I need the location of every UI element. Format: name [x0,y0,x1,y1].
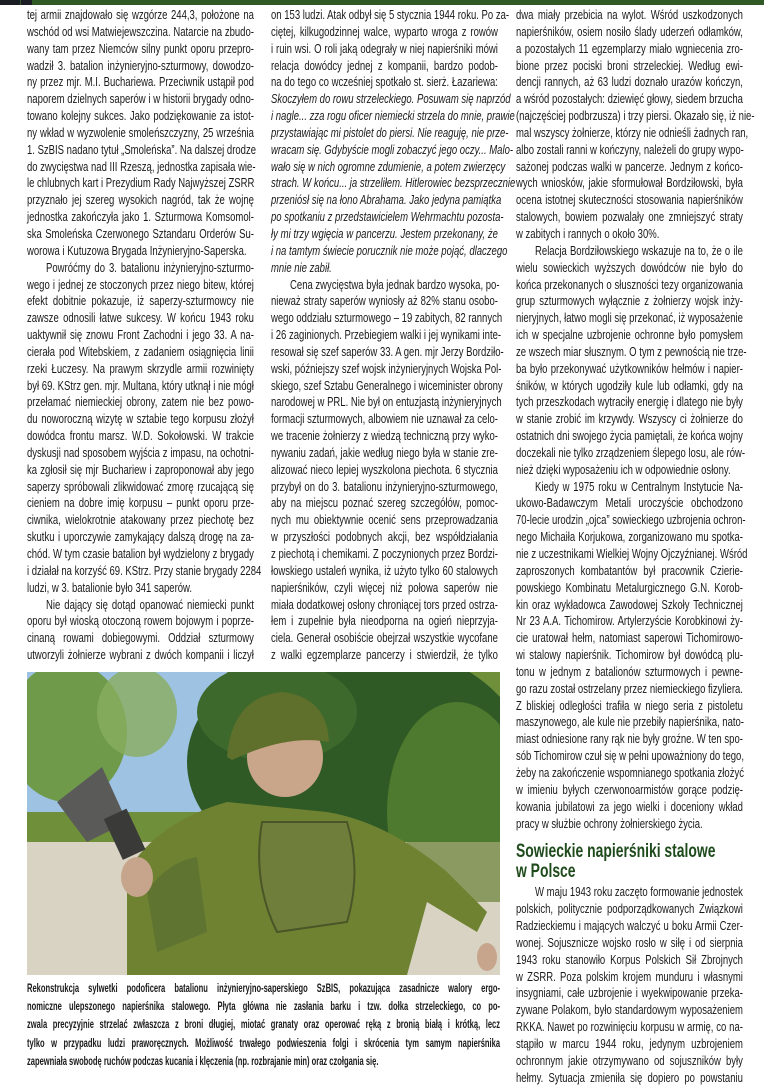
text-line: alizować nieco lepiej wyszkolona piechota. 6 stycznia [271,461,498,477]
text-line: efekt dobitnie pokazuje, iż saperzy-szturmowcy nie [27,293,254,309]
text-line: maszynowego, ale kule nie przebiły napierśnika, nato- [516,714,744,730]
text-line: wschód od wsi Matwiejewszczina. Natarcie na zbudo- [27,23,254,39]
quote-line: mnie nie zabił. [271,259,332,275]
text-line: ukowo-Badawczym Metali uroczyście obchodzono [516,495,743,511]
text-line: przełamać niemieckiej obrony, zatem nie bez powo- [27,394,254,410]
text-line: Nie dający się dotąd opanować niemiecki punkt [46,596,254,612]
text-line: ze wszech miar słusznym. O tym z pewnością nie trze- [516,343,747,359]
text-line: worowa i Kutuzowa Brygada Inżynieryjno-Saperska. [27,242,247,258]
soldier-photo-illustration [27,672,500,975]
text-line: do zwycięstwa nad III Rzeszą, jednostka zapisała wie- [27,158,256,174]
text-line: wany tam przez Niemców silny punkt oporu przepro- [27,40,254,56]
text-line: cie uratował hełm, natomiast saperowi Tichomirowo- [516,630,743,646]
text-line: stalowych, bowiem pozwalały one zmniejszyć straty [516,209,743,225]
quote-line: wracam się. Gdybyście mogli zobaczyć jego oczy... Malo- [271,141,514,157]
text-line: towano kolejny sukces. Jako podziękowanie za istot- [27,108,254,124]
text-line: we tracenie żołnierzy z wiedzą techniczną przy wyko- [271,428,498,444]
text-line: wski, późniejszy szef wojsk inżynieryjnych Wojska Pol- [271,360,502,376]
caption-line: zwala precyzyjnie strzelać zwłaszcza z broni długiej, miotać granaty oraz operować ręką z bronią białą i krótką, lecz [27,1019,501,1032]
text-line: bione przez pociski broni strzeleckiej. Według ewi- [516,57,743,73]
text-line: napierśników, osiem nosiło ślady uderzeń odłamków, [516,23,743,39]
text-line: z piechotą i chemikami. Z poczynionych przez Bordzi- [271,546,498,561]
quote-line: i na tamtym świecie porucznik nie może pojąć, dlaczego [271,242,508,258]
text-line: Kiedy w 1975 roku w Centralnym Instytucie Na- [535,478,743,494]
text-line: ochronnym jakie otrzymywano od sojuszników były [516,1052,743,1068]
text-line: Nr 23 A.A. Tichomirow. Artylerzyście Korobkinowi ży- [516,613,743,629]
text-line: cieniem na dobre imię korpusu – punkt oporu prze- [27,495,254,511]
caption-line: zapewniała swobodę ruchów podczas kucania i klęczenia (np. rozbrajanie min) oraz czołgania się. [27,1055,379,1068]
text-line: przyznało jej szereg wysokich nagród, tak że wojnę [27,192,254,208]
text-line: dowódca frontu marsz. W.D. Sokołowski. W trakcie [27,428,254,444]
text-line: przybył on do 3. batalionu inżynieryjno-szturmowego, [271,478,498,494]
text-line: był 69. KStrz gen. mjr. Multana, który utknął i nie mógł [27,377,254,393]
text-line: ostatnich dni swojego życia pamiętali, że końca wojny [516,428,743,444]
text-line: 70-lecie urodzin „ojca” sowieckiego uzbrojenia ochron- [516,512,746,528]
text-line: ciela. Generał osobiście obejrzał wszystkie wycofane [271,630,498,646]
text-line: w przyszłości podobnych akcji, bez współdziałania [271,529,498,545]
text-line: miała dodatkowej osłony chroniącej tors przed ostrza- [271,596,498,612]
text-line: śników, w których ugodziły kule lub odłamki, gdy na [516,377,743,393]
text-line: uaktywnił się znowu Front Zachodni i jego 33. A na- [27,327,254,343]
text-line: wonej. Sojusznicze wojsko rosło w siłę i od sierpnia [516,934,743,950]
text-line: pracy w służbie ochrony żołnierskiego życia. [516,815,703,831]
text-line: z walki egzemplarze pancerzy i stwierdził, że tylko [271,647,498,663]
text-line: ciwnika, wielokrotnie atakowany przez piechotę bez [27,512,254,528]
text-line: miast odniesione rany rąk nie były groźne. W ten spo- [516,731,743,747]
text-line: polskich, politycznie podporządkowanych Związkowi [516,901,743,917]
text-line: naporem dzielnych saperów i w historii brygady odno- [27,91,254,107]
text-line: wego i jednej ze stoczonych przez niego bitew, której [27,276,254,292]
text-line: Cena zwycięstwa była jednak bardzo wysoka, po- [290,276,500,292]
text-line: utworzyli żołnierze wybrani z dwóch kompanii i liczył [27,647,254,663]
text-line: dyskusji nad sposobem wyjścia z impasu, na ochotni- [27,444,254,460]
text-line: łowskiego ustaleń wynika, iż użyto tylko 60 stalowych [271,562,498,578]
text-line: chód. W tym czasie batalion był wydzielony z brygady [27,546,254,561]
text-line: tonu w jednym z batalionów szturmowych i pewne- [516,663,743,679]
text-line: nego Michaiła Korjukowa, zorganizowano mu spotka- [516,529,743,545]
top-bar-block [0,0,20,5]
text-line: 1943 roku stanowiło Korpus Polskich Sił Zbrojnych [516,951,743,967]
text-line: i ruin wsi. O roli jaką odegrały w niej napierśniki mówi [271,40,498,56]
text-line: w imieniu byłych czerwonoarmistów gorące podzię- [516,781,743,797]
text-line: w ZSRR. Poza polskim krojem munduru i własnymi [516,968,743,984]
text-line: wielu sowieckich wyższych dowódców nie było do [516,259,743,275]
text-line: ba było przekonywać użytkowników hełmów i napier- [516,360,743,376]
text-line: aby na miejscu poznać szereg szczegółów, pomoc- [271,495,498,511]
caption-line: nomiczne ulepszonego napierśnika stalowego. Płyta główna nie zasłania barku i tzw. dołka strzeleckiego, co po- [27,1001,501,1014]
text-line: tej armii znajdowało się wzgórze 244,3, położone na [27,7,254,22]
text-line: go razu został ostrzelany przez niemieckiego fizyliera. [516,680,743,696]
text-line: ciętej, kilkugodzinnej walce, wyparto wroga z rowów [271,23,498,39]
text-line: ny przez mjr. M.I. Buchariewa. Przeciwnik ustąpił pod [27,74,254,90]
text-line: cinaną rowami dobiegowymi. Oddział szturmowy [27,630,254,646]
text-line: (najczęściej podbrzusza) i trzy piersi. Okazało się, iż nie- [516,108,755,124]
text-line: resował się szef saperów 33. A gen. mjr Jerzy Bordziło- [271,343,504,359]
text-line: napierśników, czyli więcej niż połowa saperów nie [271,579,498,595]
text-line: hełmy. Sytuacja zmieniła się dopiero po powstaniu [516,1069,743,1085]
text-line: wi stalowy napierśnik. Tichomirow był dowódcą plu- [516,647,743,663]
quote-line: przeniósł się na łono Abrahama. Jako jedyna pamiątka [271,192,502,208]
top-bar-block [21,0,32,5]
text-line: le chlubnych kart i Prezydium Rady Najwyższej ZSRR [27,175,255,191]
text-line: wadził 3. batalion inżynieryjno-szturmowy, dowodzo- [27,57,254,73]
text-line: formacji szturmowych, albowiem nie uznawał za celo- [271,411,498,427]
text-line: a wśród pozostałych: dziewięć głowy, siedem brzucha [516,91,743,107]
quote-line: przystawiając mi pistolet do piersi. Nie reaguję, nie prze- [271,124,509,140]
text-line: ny wkład w wyzwolenie smoleńszczyzny, 25 września [27,124,254,140]
text-column-1 [27,7,262,664]
text-line: zywane Polakom, było standardowym wyposażeniem [516,1002,743,1018]
text-line: du noworoczną wizytę w sztabie tego korpusu złożył [27,411,254,427]
text-line: mal wszyscy żołnierze, którzy nie odnieśli żadnych ran, [516,124,749,140]
text-line: zaproszonych kombatantów był pracownik Czierie- [516,562,743,578]
soldier-photo [27,672,500,975]
text-line: oporu był wioską otoczoną rowem bojowym i poprze- [27,613,254,629]
caption-line: Rekonstrukcja sylwetki podoficera batalionu inżynieryjno-saperskiego SzBIS, pokazująca zasadnicze walory ergo- [27,983,501,995]
text-line: sób Tichomirow czuł się w pełni upoważniony do tego, [516,748,744,764]
text-line: ocena istotnej skuteczności stosowania napierśników [516,192,743,208]
text-line: zawsze odnosili łatwe sukcesy. W końcu 1943 roku [27,310,254,326]
text-line: skutku i uporczywie zamykający dalszą drogę na za- [27,529,254,545]
text-line: nież dzięki wyposażeniu ich w odpowiednie osłony. [516,461,731,477]
text-line: 1. SzBIS nadano tytuł „Smoleńska”. Na dalszej drodze [27,141,257,157]
quote-line: ły mi trzy wgięcia w pancerzu. Jestem przekonany, że [271,225,498,241]
text-line: ka zgłosił się mjr Buchariew i zaproponował aby jego [27,461,254,477]
text-line: doczekali nie tylko zrządzeniem ślepego losu, ale rów- [516,444,746,460]
text-line: wych wniosków, jakie sformułował Bordziłowski, była [516,175,743,191]
text-line: relacja dowódcy jednej z kompanii, bardzo podob- [271,57,498,73]
text-line: wego oddziału szturmowego – 19 zabitych, 82 rannych [271,310,503,326]
text-line: ludzi, w 3. batalionie było 341 saperów. [27,579,193,595]
section-heading: w Polsce [516,861,576,883]
text-line: sażonej podczas walki w pancerze. Jednym z końco- [516,158,743,174]
text-line: W maju 1943 roku zaczęto formowanie jednostek [535,884,743,900]
text-line: końca przekonanych o słuszności tezy organizowania [516,276,743,292]
text-line: Z bliskiej odległości trafiła w niego seria z pistoletu [516,697,743,713]
text-line: na do tego co wcześniej spotkało st. sierż. Łazariewa: [271,74,498,90]
text-line: grup szturmowych wyłącznie z żołnierzy wojsk inży- [516,293,743,309]
text-line: cierała pod Witebskiem, z zadaniem osiągnięcia linii [27,343,254,359]
text-line: żeby na zakończenie wspomnianego spotkania złożyć [516,764,744,780]
quote-line: i nagle... zza rogu oficer niemiecki strzela do mnie, prawie [271,108,515,124]
text-line: w stanie zrobić im krzywdy. Wszyscy ci żołnierze do [516,411,743,427]
photo-caption [27,980,500,1071]
quote-line: Skoczyłem do rowu strzeleckiego. Posuwam się naprzód [271,91,511,107]
text-line: ska Smoleńska Czerwonego Sztandaru Orderów Su- [27,225,254,241]
page-top-bar [0,0,764,5]
text-line: dwa miały przebicia na wylot. Wśród uszkodzonych [516,7,743,22]
text-line: nieważ straty saperów wyniosły aż 82% stanu osobo- [271,293,498,309]
text-line: nie z uczestnikami Wielkiej Wojny Ojczyźnianej. Wśród [516,546,748,561]
text-line: nywaniu zadań, jakie według niego była w stanie zre- [271,444,498,460]
text-line: skiego, szef Sztabu Generalnego i wiceminister obrony [271,377,503,393]
text-line: nieryjnych, łatwo mogli się przekonać, iż wyposażenie [516,310,743,326]
text-line: i działał na korzyść 69. KStrz. Przy stanie brygady 2284 [27,562,262,578]
text-line: a pozostałych 11 egzemplarzy miało wgniecenia zro- [516,40,743,56]
text-line: rzeki Łuczesy. Na prawym skrzydle armii rozwinięty [27,360,254,376]
text-column-2 [271,7,516,664]
text-line: RKKA. Nawet po rozwinięciu korpusu w armię, co na- [516,1019,743,1035]
text-line: i 26 zaginionych. Przebiegiem walki i jej wynikami inte- [271,327,502,343]
text-line: jednostka zakończyła jako 1. Szturmowa Komsomol- [27,209,254,225]
text-line: łem i zupełnie była nieodporna na ogień nieprzyja- [271,613,498,629]
text-line: kin oraz wykładowca Zawodowej Szkoły Technicznej [516,596,743,612]
text-line: ich w specjalne uzbrojenie ochronne było pomysłem [516,327,743,343]
text-line: powskiego Kombinatu Metalurgicznego G.N. Korob- [516,579,743,595]
text-line: Radzieckiemu i mających walczyć u boku Armii Czer- [516,918,743,934]
text-line: stąpiło w marcu 1944 roku, jedynym uzbrojeniem [516,1035,743,1051]
text-column-3 [516,7,755,1086]
text-line: dencji rannych, aż 63 ludzi doznało urazów kończyn, [516,74,743,90]
quote-line: po spotkaniu z przedstawicielem Wehrmachtu pozosta- [271,209,504,225]
text-line: narodowej w PRL. Nie był on entuzjastą inżynieryjnych [271,394,502,410]
text-line: Relacja Bordziłowskiego wskazuje na to, że o ile [535,242,743,258]
text-line: albo zostali ranni w kończyny, należeli do grupy wypo- [516,141,744,157]
text-line: tych przeszkodach wytraciły energię i dlatego nie były [516,394,743,410]
section-heading: Sowieckie napierśniki stalowe [516,841,716,863]
quote-line: strach. W końcu... ja strzeliłem. Hitlerowiec bezsprzecznie [271,175,516,191]
text-line: on 153 ludzi. Atak odbył się 5 stycznia 1944 roku. Po za- [271,7,510,22]
text-line: w zabitych i rannych o około 30%. [516,225,660,241]
text-line: Powróćmy do 3. batalionu inżynieryjno-szturmo- [46,259,254,275]
text-line: kowania jubilatowi za jego wielki i doceniony wkład [516,798,743,814]
caption-line: tylko w przypadku ludzi praworęcznych. Możliwość trwałego podwieszenia folgi i skrócenia tym samym napierśnika [27,1037,501,1050]
text-line: nych mu obiektywnie ocenić sens przeprowadzania [271,512,498,528]
text-line: insygniami, całe uzbrojenie i wyekwipowanie przeka- [516,985,743,1001]
quote-line: wało się w nich ogromne zdumienie, a potem zwierzęcy [271,158,506,174]
text-line: saperzy spróbowali zlikwidować zmorę rzucającą się [27,478,254,494]
